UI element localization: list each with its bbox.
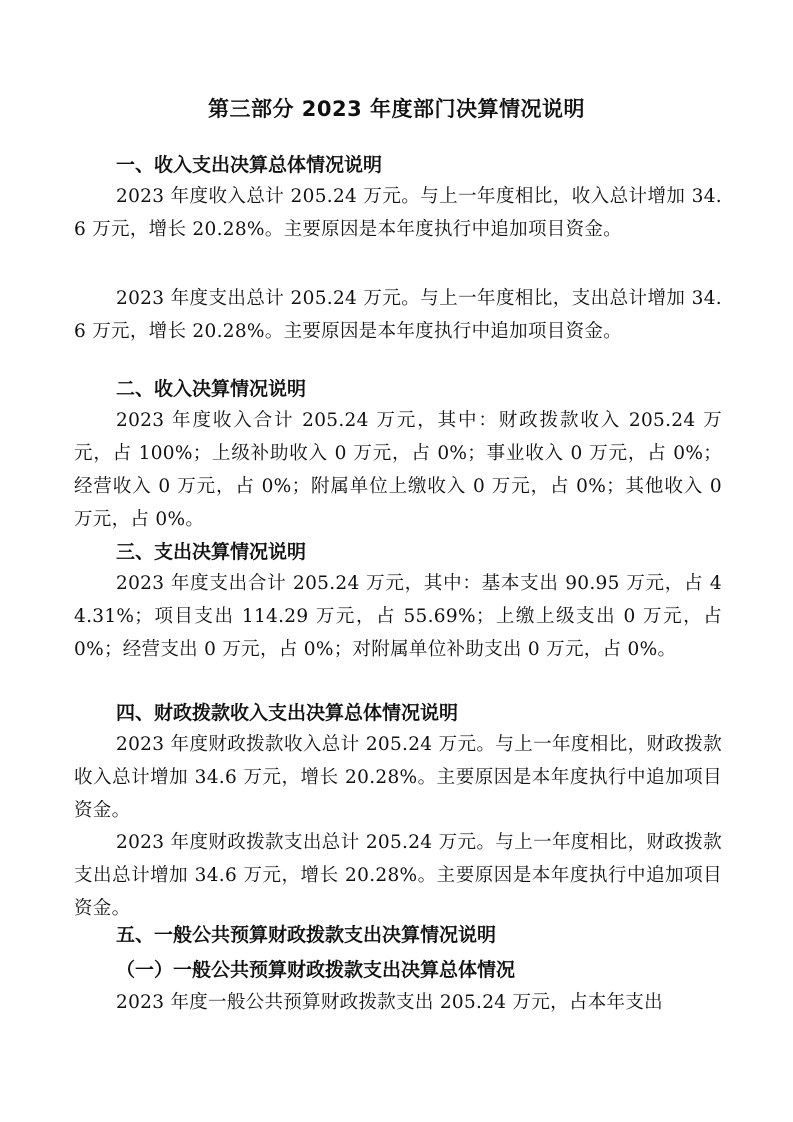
section-4-paragraph-2: 2023 年度财政拨款支出总计 205.24 万元。与上一年度相比，财政拨款支出总计增加 34.6 万元，增长 20.28%。主要原因是本年度执行中追加项目资金。 (74, 832, 722, 919)
section-5-subheading: （一）一般公共预算财政拨款支出决算总体情况 (116, 959, 516, 981)
section-heading-4: 四、财政拨款收入支出决算总体情况说明 (116, 702, 459, 724)
document-title: 第三部分 2023 年度部门决算情况说明 (207, 97, 586, 121)
section-5-paragraph-1: 2023 年度一般公共预算财政拨款支出 205.24 万元，占本年支出 (116, 992, 663, 1013)
section-heading-1: 一、收入支出决算总体情况说明 (116, 154, 383, 176)
section-4-paragraph-1: 2023 年度财政拨款收入总计 205.24 万元。与上一年度相比，财政拨款收入总计增加 34.6 万元，增长 20.28%。主要原因是本年度执行中追加项目资金。 (74, 734, 722, 821)
section-1-paragraph-1: 2023 年度收入总计 205.24 万元。与上一年度相比，收入总计增加 34.6 万元，增长 20.28%。主要原因是本年度执行中追加项目资金。 (74, 186, 722, 240)
section-1-paragraph-2: 2023 年度支出总计 205.24 万元。与上一年度相比，支出总计增加 34.6 万元，增长 20.28%。主要原因是本年度执行中追加项目资金。 (74, 288, 722, 342)
section-heading-2: 二、收入决算情况说明 (116, 378, 307, 400)
section-heading-3: 三、支出决算情况说明 (116, 541, 307, 563)
section-3-paragraph-1: 2023 年度支出合计 205.24 万元，其中：基本支出 90.95 万元，占 44.31%；项目支出 114.29 万元，占 55.69%；上缴上级支出 0 万元，占 0%；经营支出 0 万元，占 0%；对附属单位补助支出 0 万元，占 0%。 (74, 573, 722, 660)
section-heading-5: 五、一般公共预算财政拨款支出决算情况说明 (116, 924, 497, 946)
section-2-paragraph-1: 2023 年度收入合计 205.24 万元，其中：财政拨款收入 205.24 万元，占 100%；上级补助收入 0 万元，占 0%；事业收入 0 万元，占 0%；经营收入 0 万元，占 0%；附属单位上缴收入 0 万元，占 0%；其他收入 0 万元，占 0%。 (74, 410, 722, 530)
